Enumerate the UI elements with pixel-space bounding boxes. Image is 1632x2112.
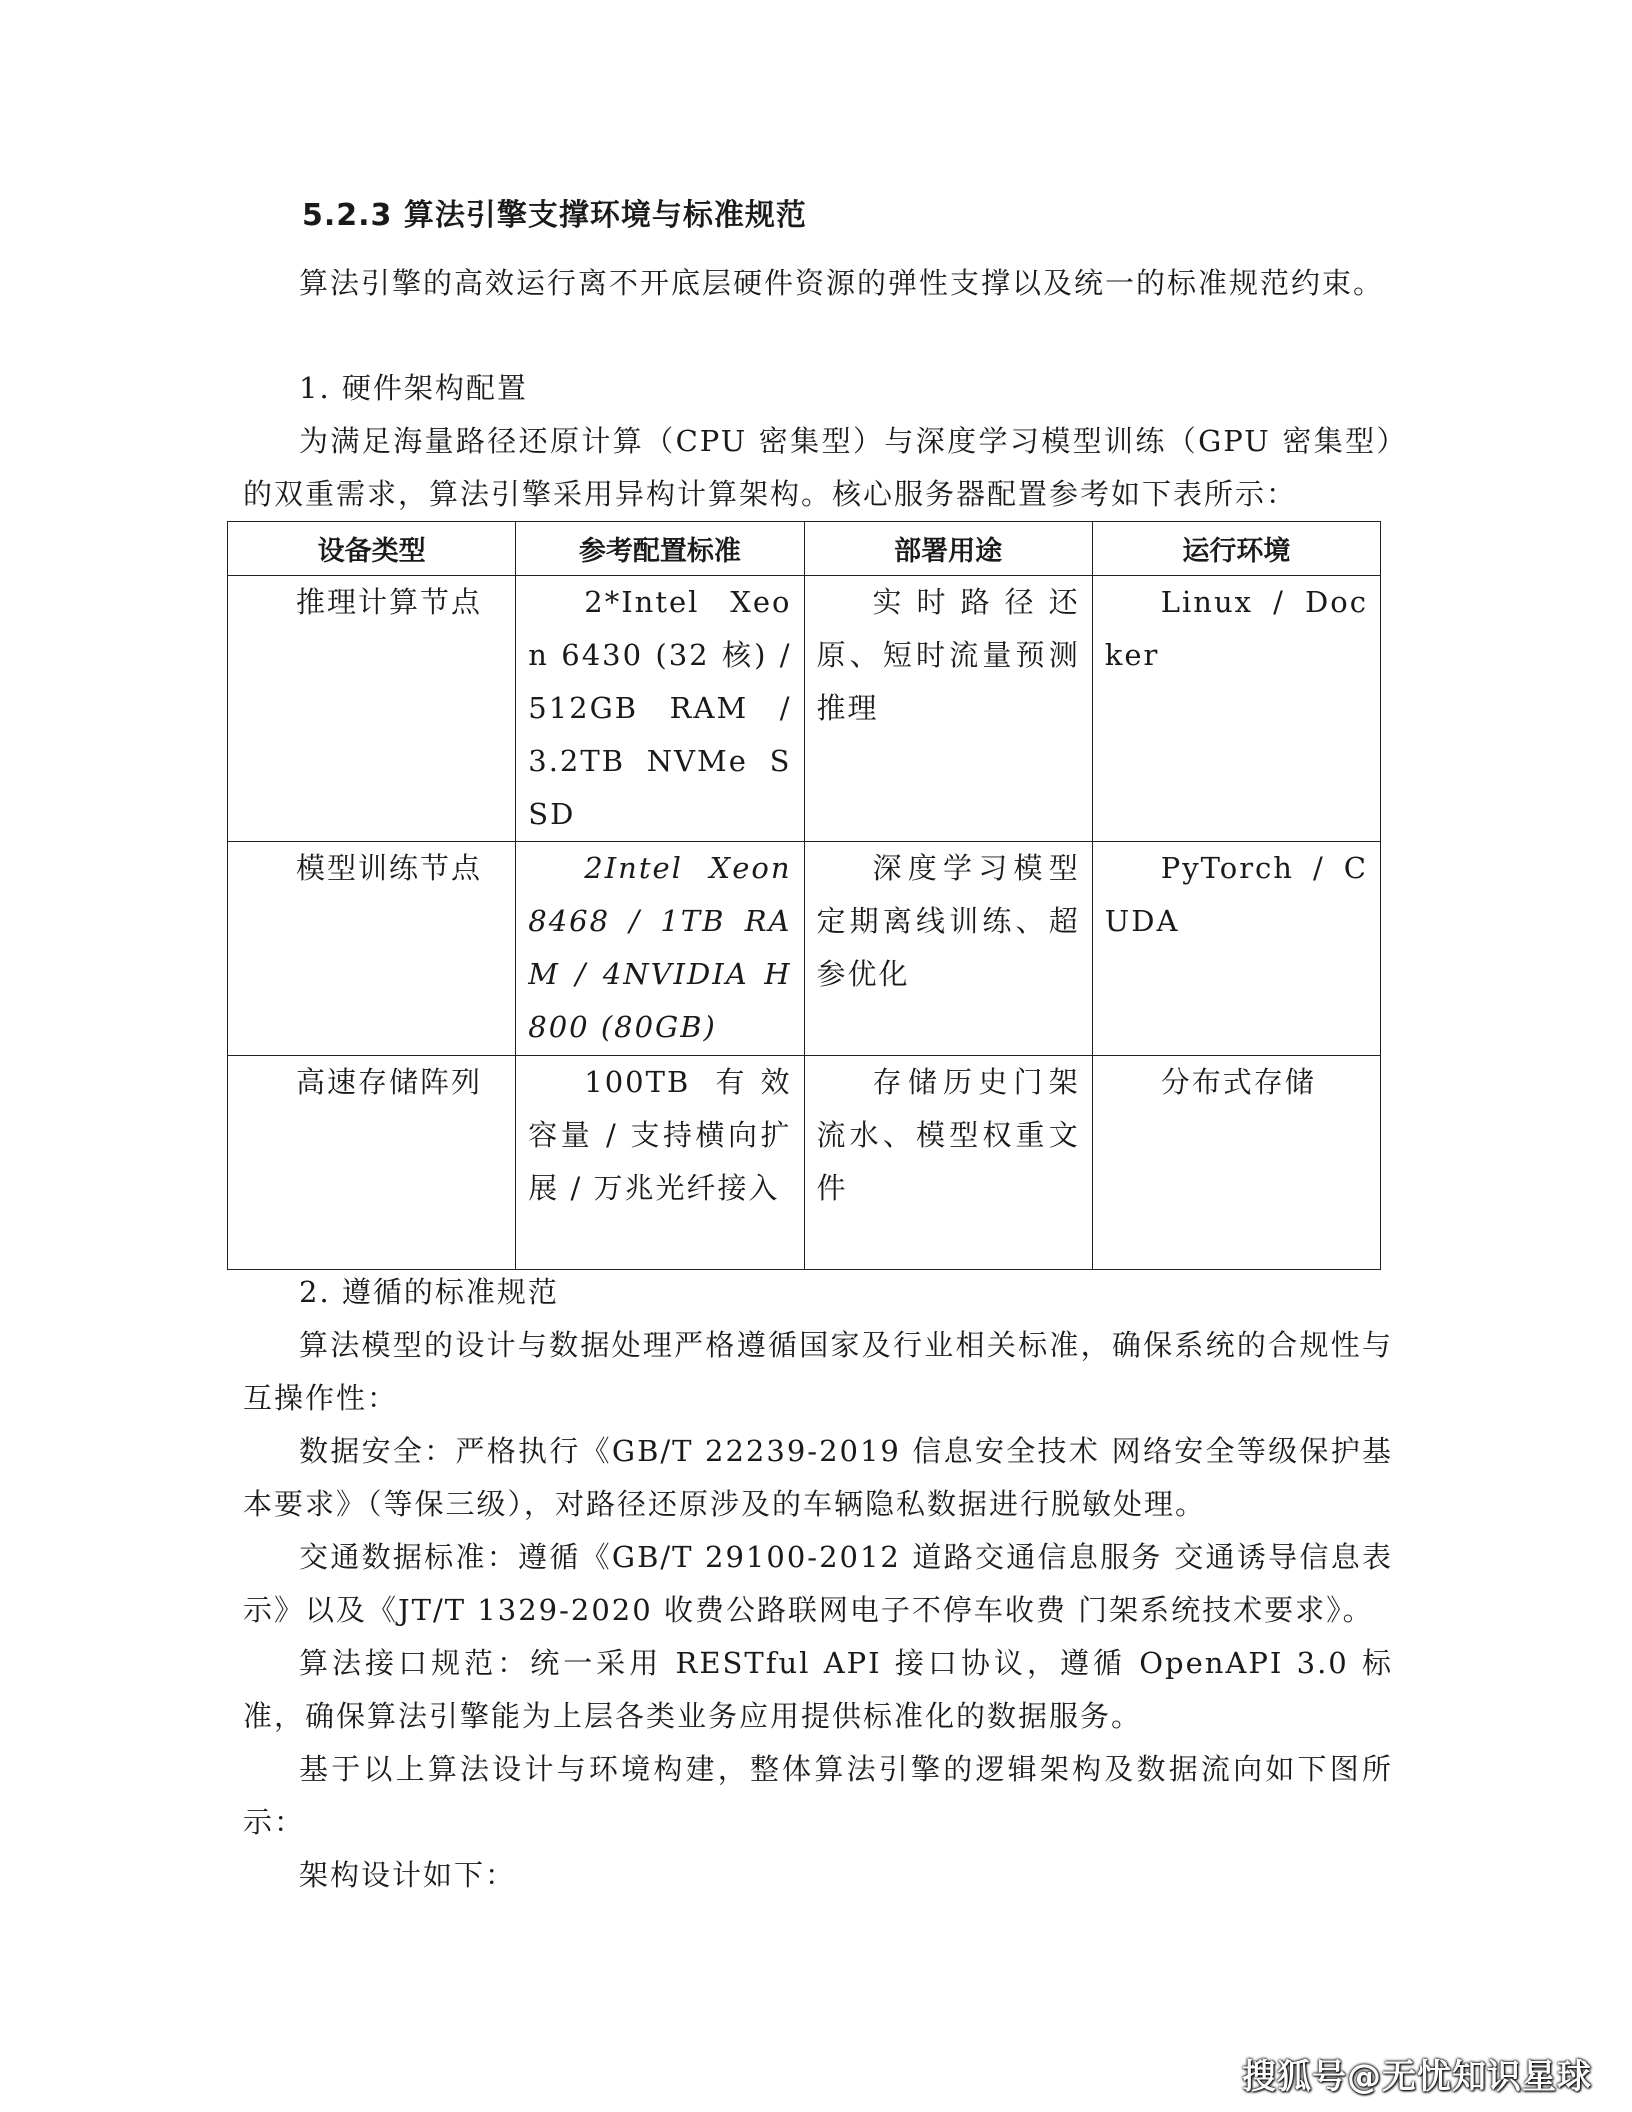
table-row bbox=[228, 842, 1381, 1056]
table-cell bbox=[804, 576, 1092, 842]
table-header-cell: 运行环境 bbox=[1092, 522, 1380, 576]
cell-text: 实时路径还原、短时流量预测推理 bbox=[816, 585, 1080, 725]
table-cell bbox=[228, 842, 516, 1056]
cell-text: 分布式存储 bbox=[1160, 1065, 1316, 1099]
table-header-cell: 部署用途 bbox=[804, 522, 1092, 576]
table-cell bbox=[228, 1056, 516, 1270]
cell-text: 高速存储阵列 bbox=[296, 1065, 483, 1099]
cell-text: 100TB 有效容量 / 支持横向扩展 / 万兆光纤接入 bbox=[528, 1065, 792, 1205]
section-heading: 5.2.3 算法引擎支撑环境与标准规范 bbox=[302, 198, 807, 233]
subsection-title-standards: 2. 遵循的标准规范 bbox=[299, 1275, 559, 1309]
table-cell bbox=[1092, 576, 1380, 842]
table-cell bbox=[516, 1056, 804, 1270]
table-cell bbox=[804, 1056, 1092, 1270]
table-cell bbox=[1092, 1056, 1380, 1270]
closing-paragraph: 基于以上算法设计与环境构建，整体算法引擎的逻辑架构及数据流向如下图所示： bbox=[243, 1752, 1393, 1839]
server-config-table bbox=[227, 521, 1381, 1270]
intro-paragraph: 算法引擎的高效运行离不开底层硬件资源的弹性支撑以及统一的标准规范约束。 bbox=[299, 266, 1385, 300]
architecture-label: 架构设计如下： bbox=[299, 1858, 517, 1892]
standards-paragraph: 算法模型的设计与数据处理严格遵循国家及行业相关标准，确保系统的合规性与互操作性： bbox=[243, 1328, 1393, 1415]
table-cell bbox=[516, 842, 804, 1056]
table-cell bbox=[804, 842, 1092, 1056]
cell-text: 推理计算节点 bbox=[296, 585, 483, 619]
cell-text: Linux / Docker bbox=[1104, 585, 1368, 672]
cell-text: PyTorch / CUDA bbox=[1104, 851, 1368, 938]
table-cell bbox=[228, 576, 516, 842]
cell-text: 存储历史门架流水、模型权重文件 bbox=[816, 1065, 1080, 1205]
table-row bbox=[228, 576, 1381, 842]
cell-text: 深度学习模型定期离线训练、超参优化 bbox=[816, 851, 1080, 991]
standard-item-traffic-data: 交通数据标准：遵循《GB/T 29100-2012 道路交通信息服务 交通诱导信息表示》以及《JT/T 1329-2020 收费公路联网电子不停车收费 门架系统技术要求》。 bbox=[243, 1540, 1393, 1627]
table-row bbox=[228, 1056, 1381, 1270]
table-cell bbox=[516, 576, 804, 842]
cell-text: 模型训练节点 bbox=[296, 851, 483, 885]
standard-item-data-security: 数据安全：严格执行《GB/T 22239-2019 信息安全技术 网络安全等级保护基本要求》（等保三级），对路径还原涉及的车辆隐私数据进行脱敏处理。 bbox=[243, 1434, 1393, 1521]
subsection-title-hardware: 1. 硬件架构配置 bbox=[299, 371, 528, 405]
table-header-row bbox=[228, 522, 1381, 576]
hardware-paragraph: 为满足海量路径还原计算（CPU 密集型）与深度学习模型训练（GPU 密集型）的双重需求，算法引擎采用异构计算架构。核心服务器配置参考如下表所示： bbox=[243, 424, 1393, 511]
watermark: 搜狐号@无忧知识星球 bbox=[1242, 2057, 1592, 2097]
table-header-cell: 参考配置标准 bbox=[516, 522, 804, 576]
table-cell bbox=[1092, 842, 1380, 1056]
table-header-cell: 设备类型 bbox=[228, 522, 516, 576]
standard-item-api: 算法接口规范：统一采用 RESTful API 接口协议，遵循 OpenAPI 3.0 标准，确保算法引擎能为上层各类业务应用提供标准化的数据服务。 bbox=[243, 1646, 1393, 1733]
cell-text: 2Intel Xeon 8468 / 1TB RAM / 4NVIDIA H800 (80GB) bbox=[528, 851, 792, 1044]
cell-text: 2*Intel Xeon 6430 (32 核) / 512GB RAM / 3.2TB NVMe SSD bbox=[528, 585, 792, 831]
